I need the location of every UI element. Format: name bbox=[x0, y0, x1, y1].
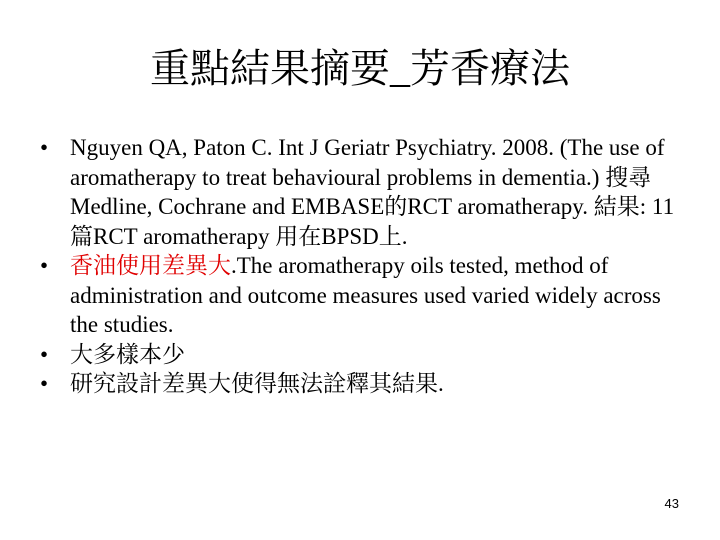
bullet-list bbox=[40, 133, 690, 399]
bullet-text: 大多樣本少 bbox=[70, 341, 185, 367]
bullet-text: 研究設計差異大使得無法詮釋其結果. bbox=[70, 371, 444, 396]
slide-title: 重點結果摘要_芳香療法 bbox=[150, 46, 570, 91]
bullet-text: Nguyen QA, Paton C. Int J Geriatr Psychiatry. 2008. (The use of aromatherapy to treat behavioural problems in dementia.) 搜尋 Medline, Cochrane and EMBASE的RCT aromatherapy. 結果: 11篇RCT aromatherapy 用在BPSD上. bbox=[70, 135, 675, 249]
bullet-icon: • bbox=[40, 371, 49, 396]
bullet-item-design bbox=[40, 369, 690, 399]
bullet-icon: • bbox=[40, 341, 49, 367]
bullet-text: .The aromatherapy oils tested, method of administration and outcome measures used varied widely across the studies. bbox=[70, 253, 661, 337]
bullet-item-citation bbox=[40, 133, 690, 251]
page-number: 43 bbox=[664, 496, 679, 511]
bullet-icon: • bbox=[40, 135, 49, 160]
bullet-icon: • bbox=[40, 253, 49, 278]
bullet-item-sample-size bbox=[40, 340, 690, 370]
bullet-highlight-text: 香油使用差異大 bbox=[70, 253, 231, 278]
bullet-item-oils bbox=[40, 251, 690, 340]
